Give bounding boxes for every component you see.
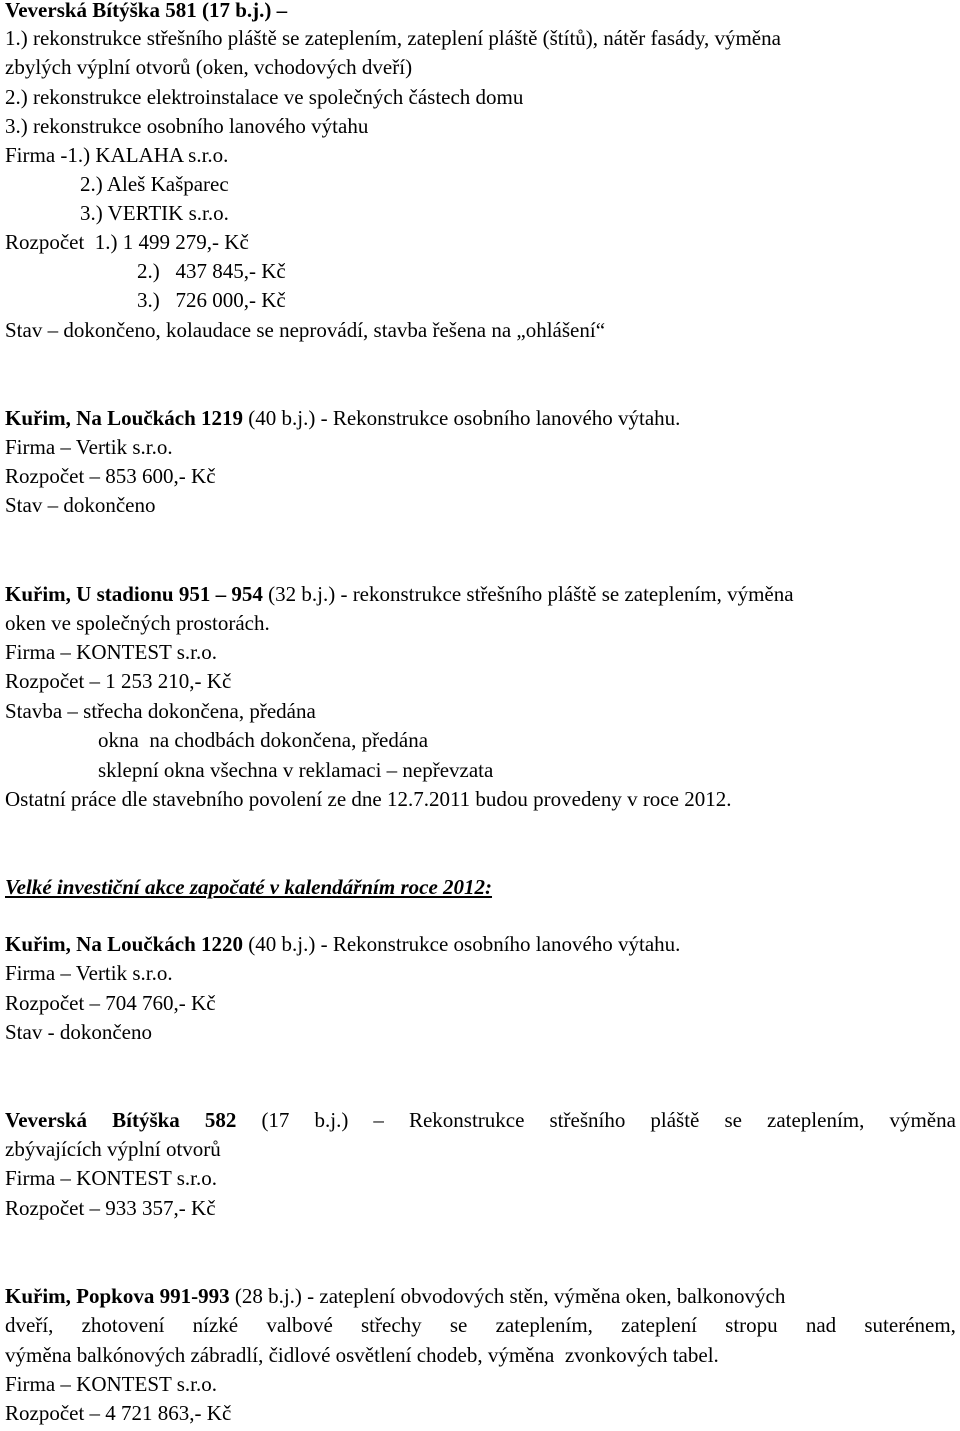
desc-word: valbové — [266, 1313, 333, 1337]
firma-line-2: 2.) Aleš Kašparec — [80, 172, 229, 196]
rozpocet-line: Rozpočet – 1 253 210,- Kč — [5, 669, 232, 693]
desc-word: Rekonstrukce — [408, 1108, 525, 1132]
rozpocet-line-1: Rozpočet 1.) 1 499 279,- Kč — [5, 230, 249, 254]
desc-word: zateplením, — [495, 1313, 593, 1337]
description-line-3: výměna balkónových zábradlí, čidlové osvětlení chodeb, výměna zvonkových tabel. — [5, 1343, 719, 1367]
desc-word: zateplením, — [767, 1108, 865, 1132]
description-line-2: oken ve společných prostorách. — [5, 611, 270, 635]
section-loučkach-1220-title — [5, 930, 956, 959]
work-item-1: 1.) rekonstrukce střešního pláště se zateplením, zateplení pláště (štítů), nátěr fasády, výměna — [5, 26, 781, 50]
desc-word: se — [724, 1108, 742, 1132]
rozpocet-line: Rozpočet – 853 600,- Kč — [5, 464, 216, 488]
desc-word: výměna — [889, 1108, 956, 1132]
desc-word: střechy — [361, 1313, 422, 1337]
desc-word: se — [449, 1313, 468, 1337]
section-veverska-581-title — [5, 0, 956, 25]
rozpocet-line-2: 2.) 437 845,- Kč — [137, 259, 286, 283]
rozpocet-line: Rozpočet – 933 357,- Kč — [5, 1196, 216, 1220]
firma-line-3: 3.) VERTIK s.r.o. — [80, 201, 229, 225]
section-heading-2012: Velké investiční akce započaté v kalendářním roce 2012: — [5, 875, 493, 899]
stav-line: Stav - dokončeno — [5, 1020, 152, 1044]
ostatni-line: Ostatní práce dle stavebního povolení ze dne 12.7.2011 budou provedeny v roce 2012. — [5, 787, 732, 811]
desc-word: pláště — [650, 1108, 700, 1132]
desc-word: – — [373, 1108, 384, 1132]
section-title-bold: Veverská Bítýška 581 — [5, 0, 197, 22]
description-line-2 — [5, 1311, 956, 1340]
firma-line: Firma – KONTEST s.r.o. — [5, 1372, 217, 1396]
title-word: 582 — [204, 1108, 237, 1132]
desc-word: střešního — [549, 1108, 626, 1132]
desc-word: suterénem, — [864, 1313, 956, 1337]
title-word: Veverská — [5, 1108, 88, 1132]
work-item-2: 2.) rekonstrukce elektroinstalace ve společných částech domu — [5, 85, 524, 109]
sklepni-line: sklepní okna všechna v reklamaci – nepřevzata — [98, 758, 494, 782]
firma-line-1: Firma -1.) KALAHA s.r.o. — [5, 143, 229, 167]
stav-line: Stav – dokončeno, kolaudace se neprovádí, stavba řešena na „ohlášení“ — [5, 318, 606, 342]
desc-word: zateplení — [621, 1313, 697, 1337]
okna-line: okna na chodbách dokončena, předána — [98, 728, 429, 752]
firma-line: Firma – KONTEST s.r.o. — [5, 640, 217, 664]
stavba-line: Stavba – střecha dokončena, předána — [5, 699, 316, 723]
title-word: Bítýška — [112, 1108, 180, 1132]
section-title-bold: Kuřim, Popkova 991-993 — [5, 1284, 230, 1308]
section-title-bold: Kuřim, U stadionu 951 – 954 — [5, 582, 263, 606]
section-title-rest: (17 b.j.) – — [196, 0, 288, 22]
section-title-rest: (32 b.j.) - rekonstrukce střešního pláště se zateplením, výměna — [262, 582, 794, 606]
section-u-stadionu-title — [5, 580, 956, 609]
description-line-2: zbývajících výplní otvorů — [5, 1137, 221, 1161]
work-item-3: 3.) rekonstrukce osobního lanového výtahu — [5, 114, 369, 138]
desc-word: nízké — [192, 1313, 239, 1337]
desc-word: zhotovení — [81, 1313, 165, 1337]
desc-word: dveří, — [5, 1313, 54, 1337]
desc-word: b.j.) — [314, 1108, 349, 1132]
desc-word: stropu — [725, 1313, 778, 1337]
desc-word: (17 — [261, 1108, 290, 1132]
section-loučkach-1219-title — [5, 404, 956, 433]
desc-word: nad — [805, 1313, 837, 1337]
rozpocet-line: Rozpočet – 4 721 863,- Kč — [5, 1401, 232, 1425]
section-title-bold: Kuřim, Na Loučkách 1220 — [5, 932, 244, 956]
section-title-rest: (28 b.j.) - zateplení obvodových stěn, výměna oken, balkonových — [229, 1284, 786, 1308]
section-popkova-title — [5, 1282, 956, 1311]
firma-line: Firma – Vertik s.r.o. — [5, 961, 173, 985]
section-title-rest: (40 b.j.) - Rekonstrukce osobního lanového výtahu. — [243, 406, 681, 430]
work-item-1-cont: zbylých výplní otvorů (oken, vchodových dveří) — [5, 55, 413, 79]
section-title-rest: (40 b.j.) - Rekonstrukce osobního lanového výtahu. — [243, 932, 681, 956]
rozpocet-line: Rozpočet – 704 760,- Kč — [5, 991, 216, 1015]
section-veverska-582-title — [5, 1106, 956, 1135]
stav-line: Stav – dokončeno — [5, 493, 156, 517]
section-title-bold: Kuřim, Na Loučkách 1219 — [5, 406, 244, 430]
firma-line: Firma – KONTEST s.r.o. — [5, 1166, 217, 1190]
firma-line: Firma – Vertik s.r.o. — [5, 435, 173, 459]
rozpocet-line-3: 3.) 726 000,- Kč — [137, 288, 286, 312]
